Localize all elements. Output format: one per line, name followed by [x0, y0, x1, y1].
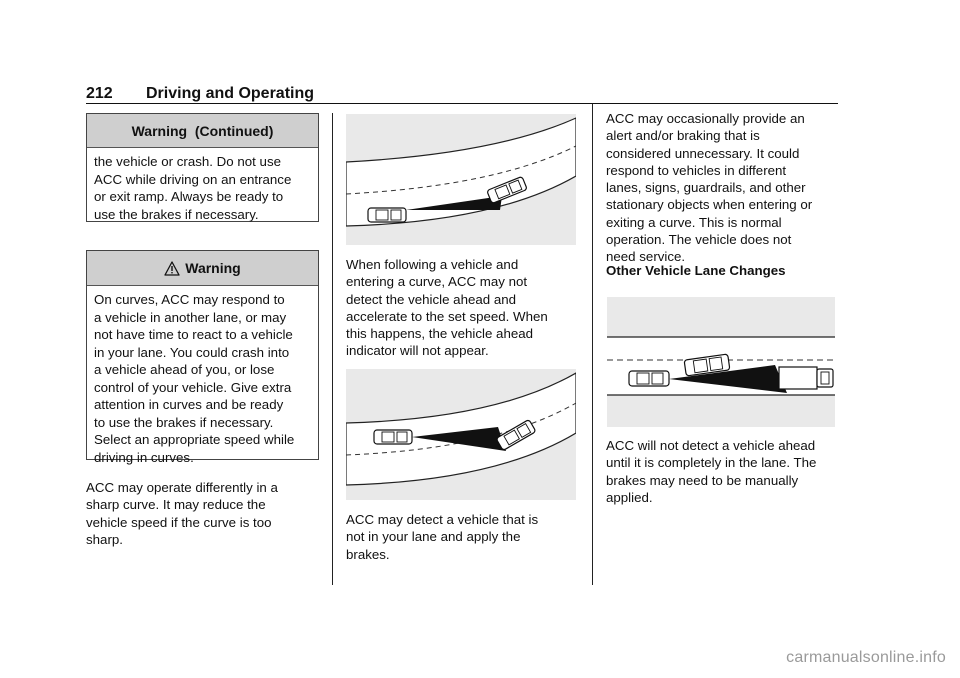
col2-paragraph-1	[346, 256, 582, 360]
warning-continued-title: Warning (Continued)	[131, 122, 274, 139]
text-line: lanes, signs, guardrails, and other	[606, 180, 806, 196]
vehicle-own-icon	[368, 208, 406, 222]
text-line: entering a curve, ACC may not	[346, 274, 528, 290]
column-divider-right	[592, 104, 593, 585]
text-line: ACC may detect a vehicle that is	[346, 512, 539, 527]
text-line: to use the brakes if necessary.	[94, 414, 274, 430]
text-line: operation. The vehicle does not	[606, 232, 792, 248]
warning-triangle-icon	[164, 261, 180, 276]
text-line: ACC will not detect a vehicle ahead	[606, 438, 816, 453]
text-line: exiting a curve. This is normal	[606, 214, 782, 230]
column-divider-left	[332, 113, 333, 585]
text-line: a vehicle in another lane, or may	[94, 309, 287, 325]
text-line: sharp.	[86, 531, 123, 547]
text-line: alert and/or braking that is	[606, 128, 760, 144]
text-line: not in your lane and apply the	[346, 529, 521, 545]
col3-subheading: Other Vehicle Lane Changes	[606, 263, 786, 278]
text-line: control of your vehicle. Give extra	[94, 379, 292, 395]
page-number: 212	[86, 85, 113, 102]
text-line: stationary objects when entering or	[606, 197, 813, 213]
page-header	[86, 84, 838, 104]
text-line: On curves, ACC may respond to	[94, 292, 285, 307]
text-line: Select an appropriate speed while	[94, 432, 295, 447]
text-line: applied.	[606, 489, 653, 505]
text-line: use the brakes if necessary.	[94, 206, 259, 222]
text-line: When following a vehicle and	[346, 257, 519, 272]
text-line: driving in curves.	[94, 449, 194, 465]
text-line: ACC while driving on an entrance	[94, 171, 292, 187]
text-line: attention in curves and be ready	[94, 397, 284, 412]
text-line: this happens, the vehicle ahead	[346, 326, 534, 342]
warning-header	[87, 251, 318, 286]
text-line: brakes.	[346, 546, 390, 562]
warning-title: Warning	[185, 260, 241, 276]
text-line: until it is completely in the lane. The	[606, 455, 817, 471]
text-line: considered unnecessary. It could	[606, 145, 800, 161]
text-line: in your lane. You could crash into	[94, 344, 290, 360]
text-line: accelerate to the set speed. When	[346, 308, 548, 324]
text-line: a vehicle ahead of you, or lose	[94, 362, 275, 377]
col1-paragraph	[86, 479, 322, 548]
section-title: Driving and Operating	[146, 85, 315, 102]
warning-continued-body	[87, 148, 318, 223]
warning-box	[86, 250, 319, 465]
truck-ahead-icon	[779, 367, 833, 389]
warning-continued-header	[87, 114, 318, 148]
text-line: detect the vehicle ahead and	[346, 291, 517, 307]
col3-paragraph-1	[606, 110, 846, 266]
text-line: sharp curve. It may reduce the	[86, 497, 266, 513]
figure-lane-change	[607, 297, 835, 427]
text-line: respond to vehicles in different	[606, 162, 787, 178]
text-line: not have time to react to a vehicle	[94, 327, 293, 342]
figure-curve-other-lane	[346, 369, 576, 500]
figure-curve-following	[346, 114, 576, 245]
vehicle-own-icon	[629, 371, 669, 386]
text-line: ACC may operate differently in a	[86, 480, 278, 495]
col2-paragraph-2	[346, 511, 582, 563]
text-line: need service.	[606, 249, 686, 265]
text-line: ACC may occasionally provide an	[606, 111, 805, 126]
vehicle-own-icon	[374, 430, 412, 444]
text-line: vehicle speed if the curve is too	[86, 514, 272, 530]
warning-body	[87, 286, 318, 466]
warning-continued-box	[86, 113, 319, 222]
header-rule	[86, 103, 838, 104]
text-line: brakes may need to be manually	[606, 472, 799, 488]
text-line: the vehicle or crash. Do not use	[94, 154, 281, 169]
text-line: or exit ramp. Always be ready to	[94, 189, 284, 204]
col3-paragraph-2	[606, 437, 846, 506]
text-line: indicator will not appear.	[346, 343, 489, 359]
watermark: carmanualsonline.info	[786, 649, 946, 666]
